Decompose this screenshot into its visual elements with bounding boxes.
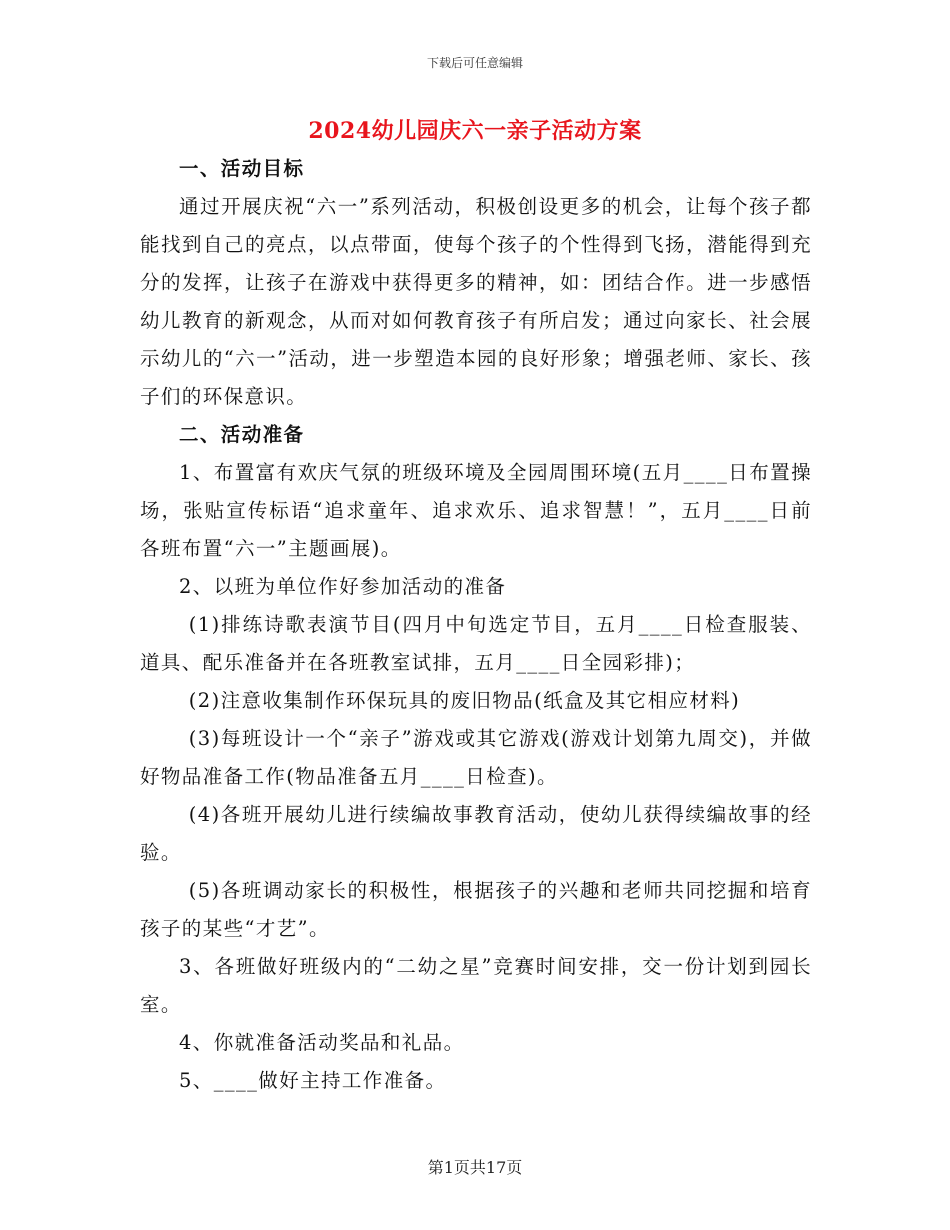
prep-subitem-5: (5)各班调动家长的积极性，根据孩子的兴趣和老师共同挖掘和培育孩子的某些“才艺”。 xyxy=(140,879,812,940)
document-title: 2024幼儿园庆六一亲子活动方案 xyxy=(308,118,642,144)
section-heading-preparation: 二、活动准备 xyxy=(179,423,305,446)
prep-subitem-3: (3)每班设计一个“亲子”游戏或其它游戏(游戏计划第九周交)，并做好物品准备工作(物品准备五月____日检查)。 xyxy=(140,727,812,788)
prep-item-3: 3、各班做好班级内的“二幼之星”竞赛时间安排，交一份计划到园长室。 xyxy=(140,955,812,1016)
goals-paragraph: 通过开展庆祝“六一”系列活动，积极创设更多的机会，让每个孩子都能找到自己的亮点，以点带面，使每个孩子的个性得到飞扬，潜能得到充分的发挥，让孩子在游戏中获得更多的精神，如：团结合作。进一步感悟幼儿教育的新观念，从而对如何教育孩子有所启发；通过向家长、社会展示幼儿的“六一”活动，进一步塑造本园的良好形象；增强老师、家长、孩子们的环保意识。 xyxy=(140,195,812,408)
prep-subitem-4: (4)各班开展幼儿进行续编故事教育活动，使幼儿获得续编故事的经验。 xyxy=(140,803,812,864)
prep-item-4: 4、你就准备活动奖品和礼品。 xyxy=(179,1031,465,1054)
prep-subitem-1: (1)排练诗歌表演节目(四月中旬选定节目，五月____日检查服装、道具、配乐准备并在各班教室试排，五月____日全园彩排)； xyxy=(140,613,812,674)
document-body xyxy=(140,150,812,1100)
prep-item-2: 2、以班为单位作好参加活动的准备 xyxy=(179,575,507,598)
prep-item-1: 1、布置富有欢庆气氛的班级环境及全园周围环境(五月____日布置操场，张贴宣传标语“追求童年、追求欢乐、追求智慧！”，五月____日前各班布置“六一”主题画展)。 xyxy=(140,461,812,560)
page-footer: 第1页共17页 xyxy=(427,1158,523,1177)
prep-subitem-2: (2)注意收集制作环保玩具的废旧物品(纸盒及其它相应材料) xyxy=(188,689,741,712)
prep-item-5: 5、____做好主持工作准备。 xyxy=(179,1069,447,1092)
section-heading-goals: 一、活动目标 xyxy=(179,157,305,180)
header-note: 下载后可任意编辑 xyxy=(426,56,523,70)
